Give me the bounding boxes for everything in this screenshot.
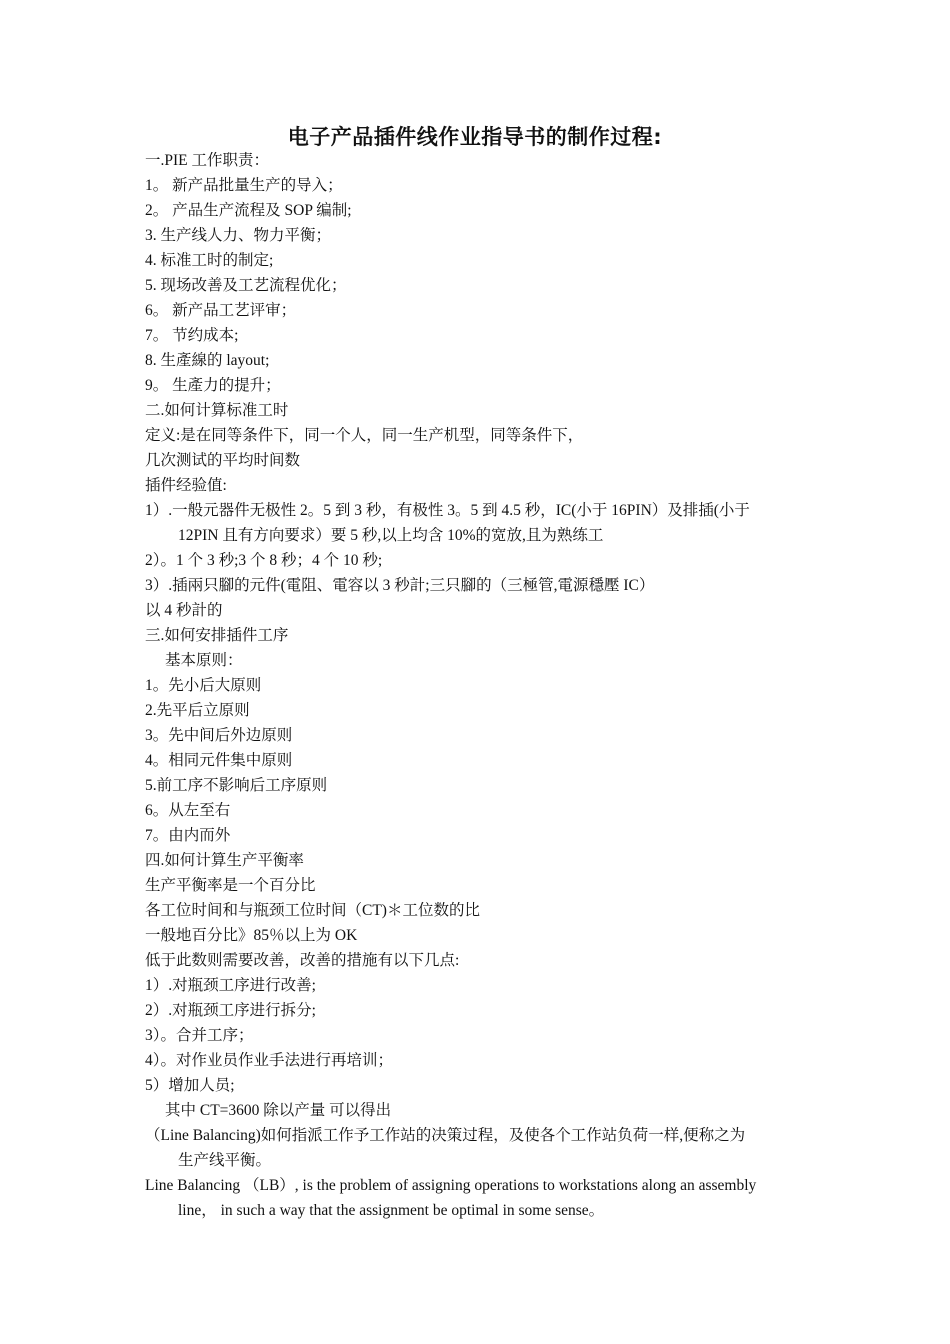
paragraph-line: Line Balancing （LB）, is the problem of assigning operations to workstations along an assembly — [145, 1177, 757, 1194]
paragraph-line: （Line Balancing)如何指派工作予工作站的决策过程，及使各个工作站负荷一样,便称之为 — [145, 1127, 746, 1144]
list-item: 7。由内而外 — [145, 827, 231, 844]
section-heading: 三.如何安排插件工序 — [145, 627, 289, 644]
list-item: 8. 生產線的 layout; — [145, 352, 270, 369]
paragraph-line: 其中 CT=3600 除以产量 可以得出 — [165, 1102, 392, 1119]
list-item: 2。 产品生产流程及 SOP 编制; — [145, 202, 352, 219]
list-item: 3. 生产线人力、物力平衡； — [145, 227, 332, 244]
paragraph-line: 低于此数则需要改善，改善的措施有以下几点: — [145, 952, 460, 969]
list-item: 4. 标准工时的制定; — [145, 252, 274, 269]
document-title: 电子产品插件线作业指导书的制作过程: — [287, 125, 663, 149]
section-heading: 二.如何计算标准工时 — [145, 402, 289, 419]
paragraph-line: 基本原则： — [165, 652, 243, 669]
list-item: 3。先中间后外边原则 — [145, 727, 293, 744]
paragraph-line: 一般地百分比》85％以上为 OK — [145, 927, 358, 944]
list-item: 4。相同元件集中原则 — [145, 752, 293, 769]
paragraph-line: 生产平衡率是一个百分比 — [145, 877, 316, 894]
list-item: 3）。合并工序； — [145, 1027, 254, 1044]
list-item: 6。从左至右 — [145, 802, 231, 819]
list-item: 2）。1 个 3 秒;3 个 8 秒；4 个 10 秒; — [145, 552, 383, 569]
list-item-continuation: 12PIN 且有方向要求）要 5 秒,以上均含 10%的宽放,且为熟练工 — [178, 527, 604, 544]
list-item: 2.先平后立原则 — [145, 702, 250, 719]
list-item: 2）.对瓶颈工序进行拆分; — [145, 1002, 316, 1019]
list-item: 1。先小后大原则 — [145, 677, 262, 694]
list-item: 1）.一般元器件无极性 2。5 到 3 秒，有极性 3。5 到 4.5 秒，IC(小于 16PIN）及排插(小于 — [145, 502, 750, 519]
list-item: 4）。对作业员作业手法进行再培训； — [145, 1052, 394, 1069]
paragraph-line-continuation: line， in such a way that the assignment be optimal in some sense。 — [178, 1202, 605, 1219]
list-item: 5. 现场改善及工艺流程优化； — [145, 277, 347, 294]
paragraph-line: 以 4 秒計的 — [145, 602, 223, 619]
paragraph-line: 各工位时间和与瓶颈工位时间（CT)＊工位数的比 — [145, 902, 480, 919]
list-item: 5.前工序不影响后工序原则 — [145, 777, 328, 794]
list-item: 7。 节约成本; — [145, 327, 239, 344]
paragraph-line: 定义:是在同等条件下，同一个人，同一生产机型，同等条件下， — [145, 427, 584, 444]
list-item: 1。 新产品批量生产的导入； — [145, 177, 343, 194]
paragraph-line: 几次测试的平均时间数 — [145, 452, 301, 469]
section-heading: 一.PIE 工作职责： — [145, 152, 270, 169]
list-item: 1）.对瓶颈工序进行改善; — [145, 977, 316, 994]
document-body — [145, 148, 810, 1223]
list-item: 5）增加人员; — [145, 1077, 235, 1094]
paragraph-line-continuation: 生产线平衡。 — [178, 1152, 272, 1169]
list-item: 3）.插兩只腳的元件(電阻、電容以 3 秒計;三只腳的（三極管,電源穩壓 IC） — [145, 577, 655, 594]
section-heading: 四.如何计算生产平衡率 — [145, 852, 304, 869]
paragraph-line: 插件经验值: — [145, 477, 227, 494]
list-item: 9。 生產力的提升； — [145, 377, 281, 394]
list-item: 6。 新产品工艺评审； — [145, 302, 297, 319]
